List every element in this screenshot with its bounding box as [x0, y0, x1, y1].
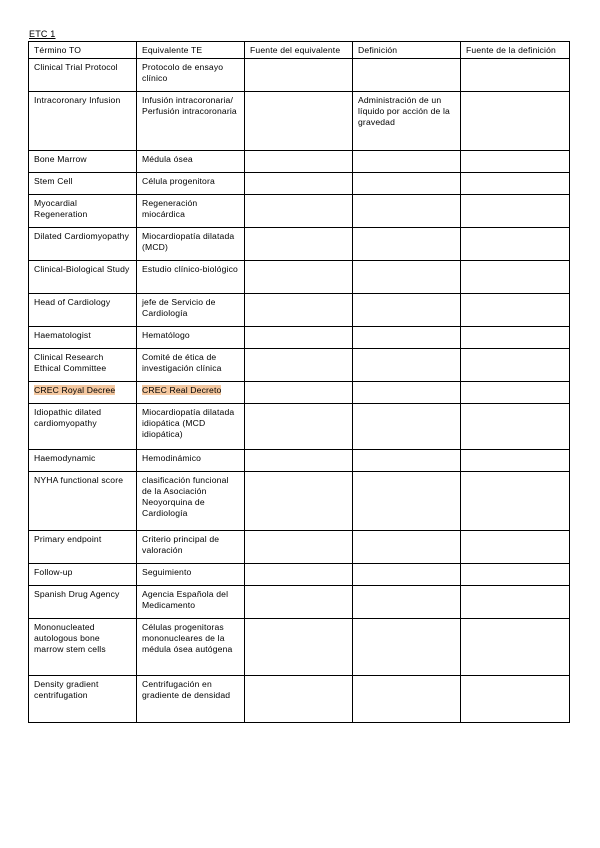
cell-equivalent-source: [245, 564, 353, 586]
cell-term: Bone Marrow: [29, 151, 137, 173]
cell-definition-source: [461, 228, 570, 261]
table-row: [29, 195, 570, 228]
cell-term: Haematologist: [29, 327, 137, 349]
cell-definition-source: [461, 586, 570, 619]
header-definition-source: Fuente de la definición: [461, 42, 570, 59]
cell-definition-source: [461, 92, 570, 151]
table-row: [29, 382, 570, 404]
cell-term: Spanish Drug Agency: [29, 586, 137, 619]
cell-term: Follow-up: [29, 564, 137, 586]
cell-equivalent-source: [245, 676, 353, 723]
cell-term: Idiopathic dilated cardiomyopathy: [29, 404, 137, 450]
cell-definition-source: [461, 472, 570, 531]
document-label: ETC 1: [29, 29, 56, 39]
header-row: [29, 42, 570, 59]
cell-definition-source: [461, 294, 570, 327]
cell-equivalent: Miocardiopatía dilatada (MCD): [137, 228, 245, 261]
cell-definition: [353, 586, 461, 619]
cell-equivalent: Hematólogo: [137, 327, 245, 349]
cell-equivalent-source: [245, 151, 353, 173]
table-row: [29, 92, 570, 151]
cell-definition: [353, 228, 461, 261]
cell-definition-source: [461, 404, 570, 450]
cell-equivalent-source: [245, 92, 353, 151]
table-row: [29, 472, 570, 531]
cell-definition-source: [461, 619, 570, 676]
cell-term: Clinical-Biological Study: [29, 261, 137, 294]
cell-definition-source: [461, 195, 570, 228]
cell-term: Dilated Cardiomyopathy: [29, 228, 137, 261]
cell-equivalent: Células progenitoras mononucleares de la médula ósea autógena: [137, 619, 245, 676]
table-row: [29, 327, 570, 349]
cell-definition: [353, 173, 461, 195]
cell-term: Clinical Research Ethical Committee: [29, 349, 137, 382]
header-definition: Definición: [353, 42, 461, 59]
terminology-table: [28, 41, 570, 723]
cell-definition: [353, 531, 461, 564]
cell-definition: [353, 327, 461, 349]
cell-term: Head of Cardiology: [29, 294, 137, 327]
cell-term: [29, 382, 137, 404]
cell-equivalent: jefe de Servicio de Cardiología: [137, 294, 245, 327]
cell-equivalent: Agencia Española del Medicamento: [137, 586, 245, 619]
cell-term: NYHA functional score: [29, 472, 137, 531]
cell-equivalent-source: [245, 195, 353, 228]
cell-equivalent-source: [245, 472, 353, 531]
cell-equivalent: Centrifugación en gradiente de densidad: [137, 676, 245, 723]
cell-definition: [353, 404, 461, 450]
cell-definition: [353, 472, 461, 531]
cell-term: Primary endpoint: [29, 531, 137, 564]
cell-definition-source: [461, 564, 570, 586]
table-row: [29, 619, 570, 676]
highlighted-text: CREC Real Decreto: [142, 385, 222, 395]
table-row: [29, 228, 570, 261]
cell-equivalent-source: [245, 261, 353, 294]
cell-definition: [353, 151, 461, 173]
cell-equivalent: Miocardiopatía dilatada idiopática (MCD idiopática): [137, 404, 245, 450]
table-row: [29, 261, 570, 294]
cell-equivalent-source: [245, 294, 353, 327]
cell-equivalent-source: [245, 382, 353, 404]
cell-term: Clinical Trial Protocol: [29, 59, 137, 92]
cell-definition-source: [461, 349, 570, 382]
cell-term: Stem Cell: [29, 173, 137, 195]
cell-equivalent-source: [245, 59, 353, 92]
cell-equivalent-source: [245, 619, 353, 676]
cell-equivalent-source: [245, 450, 353, 472]
cell-definition: [353, 195, 461, 228]
table-row: [29, 294, 570, 327]
cell-definition: [353, 294, 461, 327]
cell-equivalent: Protocolo de ensayo clínico: [137, 59, 245, 92]
cell-equivalent: clasificación funcional de la Asociación Neoyorquina de Cardiología: [137, 472, 245, 531]
cell-equivalent: Hemodinámico: [137, 450, 245, 472]
cell-equivalent: Seguimiento: [137, 564, 245, 586]
cell-definition-source: [461, 173, 570, 195]
cell-equivalent-source: [245, 228, 353, 261]
cell-equivalent: Estudio clínico-biológico: [137, 261, 245, 294]
cell-equivalent: Regeneración miocárdica: [137, 195, 245, 228]
table-row: [29, 531, 570, 564]
table-row: [29, 349, 570, 382]
cell-equivalent: [137, 382, 245, 404]
cell-term: Myocardial Regeneration: [29, 195, 137, 228]
table-row: [29, 450, 570, 472]
cell-equivalent-source: [245, 586, 353, 619]
cell-definition-source: [461, 261, 570, 294]
table-row: [29, 564, 570, 586]
cell-definition: [353, 619, 461, 676]
cell-definition: [353, 382, 461, 404]
cell-definition: Administración de un líquido por acción de la gravedad: [353, 92, 461, 151]
cell-equivalent-source: [245, 531, 353, 564]
cell-term: Intracoronary Infusion: [29, 92, 137, 151]
cell-definition: [353, 450, 461, 472]
cell-definition-source: [461, 676, 570, 723]
cell-equivalent: Infusión intracoronaria/ Perfusión intracoronaria: [137, 92, 245, 151]
cell-equivalent-source: [245, 349, 353, 382]
cell-definition-source: [461, 531, 570, 564]
cell-term: Haemodynamic: [29, 450, 137, 472]
table-row: [29, 404, 570, 450]
cell-definition-source: [461, 382, 570, 404]
table-row: [29, 151, 570, 173]
cell-equivalent-source: [245, 327, 353, 349]
header-equivalent: Equivalente TE: [137, 42, 245, 59]
cell-equivalent: Médula ósea: [137, 151, 245, 173]
header-equivalent-source: Fuente del equivalente: [245, 42, 353, 59]
cell-equivalent-source: [245, 404, 353, 450]
cell-definition: [353, 349, 461, 382]
cell-definition: [353, 261, 461, 294]
table-row: [29, 59, 570, 92]
cell-equivalent-source: [245, 173, 353, 195]
cell-definition: [353, 676, 461, 723]
header-term: Término TO: [29, 42, 137, 59]
cell-definition-source: [461, 151, 570, 173]
cell-definition-source: [461, 59, 570, 92]
cell-definition-source: [461, 327, 570, 349]
cell-equivalent: Criterio principal de valoración: [137, 531, 245, 564]
cell-definition: [353, 59, 461, 92]
cell-term: Density gradient centrifugation: [29, 676, 137, 723]
table-row: [29, 676, 570, 723]
cell-equivalent: Comité de ética de investigación clínica: [137, 349, 245, 382]
table-row: [29, 586, 570, 619]
cell-definition-source: [461, 450, 570, 472]
table-row: [29, 173, 570, 195]
cell-definition: [353, 564, 461, 586]
cell-term: Mononucleated autologous bone marrow stem cells: [29, 619, 137, 676]
highlighted-text: CREC Royal Decree: [34, 385, 116, 395]
cell-equivalent: Célula progenitora: [137, 173, 245, 195]
